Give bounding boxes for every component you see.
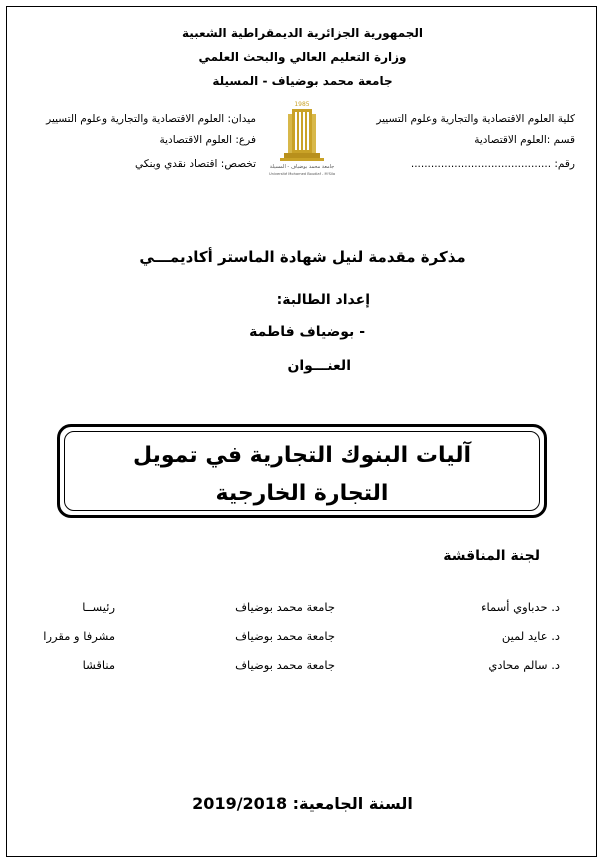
committee-member-role: رئيســا [82, 600, 115, 614]
thesis-title-box [57, 424, 547, 518]
committee-member-role: مشرفا و مقررا [43, 629, 115, 643]
ministry-header: وزارة التعليم العالي والبحث العلمي [198, 50, 407, 64]
committee-member-name: د. عايد لمين [501, 629, 560, 643]
specialty-label: تخصص: اقتصاد نقدي وبنكي [135, 158, 256, 170]
republic-header: الجمهورية الجزائرية الديمقراطية الشعبية [181, 26, 424, 40]
thesis-title: آليات البنوك التجارية في تمويل التجارة الخارجية [132, 443, 472, 506]
committee-member-university: جامعة محمد بوضياف [235, 658, 335, 672]
committee-member-role: مناقشا [82, 658, 115, 672]
university-seal-icon [262, 98, 342, 178]
committee-label: لجنة المناقشة [443, 548, 540, 564]
student-name: - بوضياف فاطمة [249, 324, 365, 340]
university-header: جامعة محمد بوضياف - المسيلة [212, 74, 393, 88]
prepared-by-label: إعداد الطالبة: [276, 292, 370, 308]
academic-year: السنة الجامعية: 2019/2018 [192, 794, 413, 813]
faculty-label: كلية العلوم الاقتصادية والتجارية وعلوم التسيير [376, 113, 575, 125]
field-label: ميدان: العلوم الاقتصادية والتجارية وعلوم التسيير [46, 113, 256, 125]
committee-member-university: جامعة محمد بوضياف [235, 600, 335, 614]
logo-caption-ar: جامعة محمد بوضياف - المسيلة [269, 164, 335, 170]
department-label: قسم :العلوم الاقتصادية [474, 134, 575, 146]
committee-member-name: د. حدباوي أسماء [481, 600, 560, 614]
committee-member-university: جامعة محمد بوضياف [235, 629, 335, 643]
title-label: العنـــوان [287, 358, 351, 374]
number-label: رقم: .......................................... [410, 158, 575, 170]
memo-title: مذكرة مقدمة لنيل شهادة الماستر أكاديمـــي [139, 248, 466, 266]
logo-caption-en: Université Mohamed Boudiaf - M'Sila [268, 172, 336, 176]
university-logo [262, 98, 342, 178]
logo-year: 1985 [294, 101, 310, 108]
branch-label: فرع: العلوم الاقتصادية [159, 134, 256, 146]
committee-member-name: د. سالم محادي [488, 658, 560, 672]
